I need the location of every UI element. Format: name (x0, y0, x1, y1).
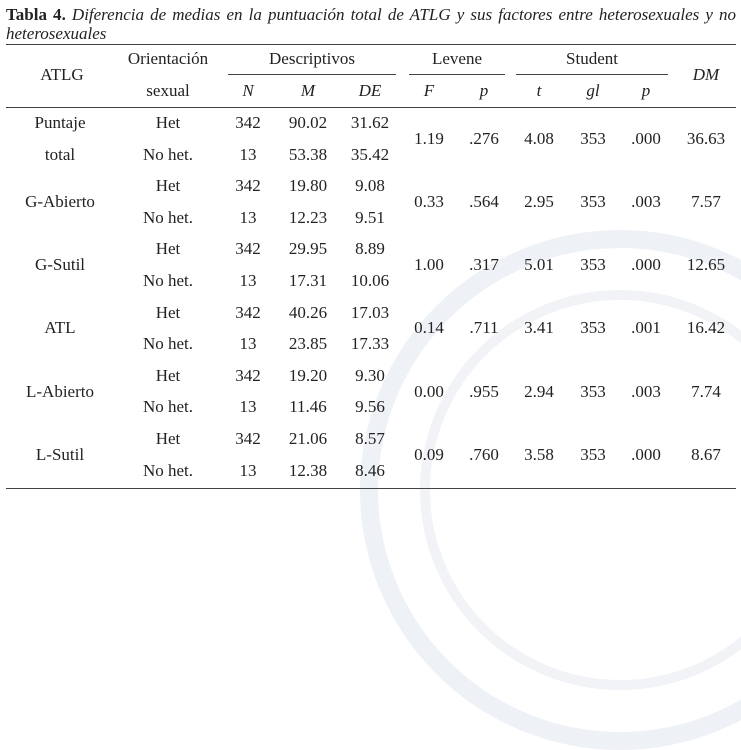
table-caption (6, 5, 736, 43)
cell-t: 4.08 (524, 128, 554, 148)
cell-orient: No het. (142, 144, 194, 164)
cell-de: 17.03 (350, 302, 390, 322)
row-label: G-Sutil (34, 255, 86, 275)
row-label: ATL (44, 318, 76, 338)
cell-f: 1.00 (414, 255, 444, 275)
cell-de: 35.42 (350, 144, 390, 164)
cell-de: 10.06 (350, 271, 390, 290)
cell-t: 3.58 (524, 444, 554, 464)
cell-de: 9.51 (355, 207, 385, 227)
cell-n: 342 (235, 302, 261, 322)
cell-p: .317 (469, 255, 499, 275)
cell-orient: Het (155, 113, 181, 132)
header-orientation: Orientación (127, 49, 209, 68)
cell-orient: Het (155, 302, 181, 322)
caption-label: Tabla 4 (6, 5, 62, 24)
cell-de: 31.62 (350, 113, 390, 132)
cell-m: 12.23 (288, 207, 328, 227)
cell-orient: No het. (142, 397, 194, 417)
cell-de: 8.89 (355, 239, 385, 259)
cell-n: 342 (235, 239, 261, 259)
cell-de: 17.33 (350, 334, 390, 354)
cell-p2: .001 (631, 318, 661, 338)
header-rule (6, 107, 736, 108)
bottom-rule (6, 488, 736, 489)
cell-dm: 7.74 (691, 381, 721, 401)
row-label: L-Abierto (26, 381, 94, 401)
cell-n: 13 (239, 397, 257, 417)
header-orientation-sexual: sexual (146, 81, 190, 100)
cell-m: 29.95 (288, 239, 328, 259)
cell-n: 342 (235, 176, 261, 196)
cell-gl: 353 (580, 255, 606, 275)
header-m: M (300, 81, 316, 100)
cell-orient: No het. (142, 460, 194, 480)
header-n: N (242, 81, 254, 100)
cell-orient: Het (155, 365, 181, 385)
student-rule (516, 74, 668, 75)
top-rule (6, 44, 736, 45)
cell-n: 13 (239, 207, 257, 227)
header-p-student: p (641, 81, 651, 100)
cell-dm: 7.57 (691, 192, 721, 211)
row-label: Puntaje (34, 113, 86, 132)
cell-f: 0.00 (414, 381, 444, 401)
cell-f: 0.33 (414, 192, 444, 211)
cell-t: 5.01 (524, 255, 554, 275)
cell-p: .955 (469, 381, 499, 401)
cell-m: 11.46 (289, 397, 327, 417)
cell-m: 40.26 (288, 302, 328, 322)
cell-p: .564 (469, 192, 499, 211)
cell-n: 342 (235, 365, 261, 385)
cell-p: .760 (469, 444, 499, 464)
cell-m: 12.38 (288, 460, 328, 480)
cell-f: 1.19 (414, 128, 444, 148)
cell-f: 0.09 (414, 444, 444, 464)
cell-m: 17.31 (288, 271, 328, 290)
cell-t: 3.41 (524, 318, 554, 338)
cell-orient: No het. (142, 334, 194, 354)
header-levene: Levene (431, 49, 483, 68)
row-label: G-Abierto (25, 192, 95, 211)
cell-gl: 353 (580, 128, 606, 148)
header-descriptivos: Descriptivos (269, 49, 355, 68)
cell-n: 13 (239, 271, 257, 290)
header-de: DE (358, 81, 382, 100)
cell-m: 90.02 (288, 113, 328, 132)
cell-orient: Het (155, 429, 181, 448)
cell-dm: 12.65 (686, 255, 726, 275)
header-gl: gl (586, 81, 600, 100)
cell-dm: 16.42 (686, 318, 726, 338)
header-atlg: ATLG (40, 65, 84, 84)
header-f: F (423, 81, 435, 100)
header-dm: DM (692, 65, 720, 84)
header-p-levene: p (479, 81, 489, 100)
cell-m: 23.85 (288, 334, 328, 354)
cell-gl: 353 (580, 318, 606, 338)
header-student: Student (566, 49, 618, 68)
cell-gl: 353 (580, 381, 606, 401)
cell-f: 0.14 (414, 318, 444, 338)
cell-dm: 36.63 (686, 128, 726, 148)
cell-m: 21.06 (288, 429, 328, 448)
cell-p: .711 (469, 318, 499, 338)
cell-n: 13 (239, 144, 257, 164)
cell-t: 2.94 (524, 381, 554, 401)
cell-m: 53.38 (288, 144, 328, 164)
cell-de: 9.08 (355, 176, 385, 196)
cell-de: 8.46 (355, 460, 385, 480)
cell-p2: .003 (631, 381, 661, 401)
cell-p2: .000 (631, 128, 661, 148)
cell-orient: No het. (142, 271, 194, 290)
cell-de: 9.56 (355, 397, 385, 417)
cell-orient: Het (155, 176, 181, 196)
cell-gl: 353 (580, 192, 606, 211)
cell-de: 8.57 (355, 429, 385, 448)
row-label: L-Sutil (35, 444, 85, 464)
cell-n: 342 (235, 113, 261, 132)
cell-orient: Het (155, 239, 181, 259)
caption-title: Diferencia de medias en la puntuación total de ATLG y sus factores entre heterosexuales y no heterosexuales (6, 5, 736, 43)
cell-m: 19.80 (288, 176, 328, 196)
levene-rule (409, 74, 505, 75)
cell-dm: 8.67 (691, 444, 721, 464)
cell-p2: .000 (631, 444, 661, 464)
cell-t: 2.95 (524, 192, 554, 211)
cell-m: 19.20 (288, 365, 328, 385)
cell-n: 13 (239, 460, 257, 480)
cell-p: .276 (469, 128, 499, 148)
cell-n: 342 (235, 429, 261, 448)
descriptivos-rule (228, 74, 396, 75)
cell-orient: No het. (142, 207, 194, 227)
row-label: total (44, 144, 76, 164)
cell-gl: 353 (580, 444, 606, 464)
cell-de: 9.30 (355, 365, 385, 385)
cell-p2: .000 (631, 255, 661, 275)
cell-p2: .003 (631, 192, 661, 211)
caption-separator: . (61, 5, 66, 24)
cell-n: 13 (239, 334, 257, 354)
header-t: t (536, 81, 542, 100)
